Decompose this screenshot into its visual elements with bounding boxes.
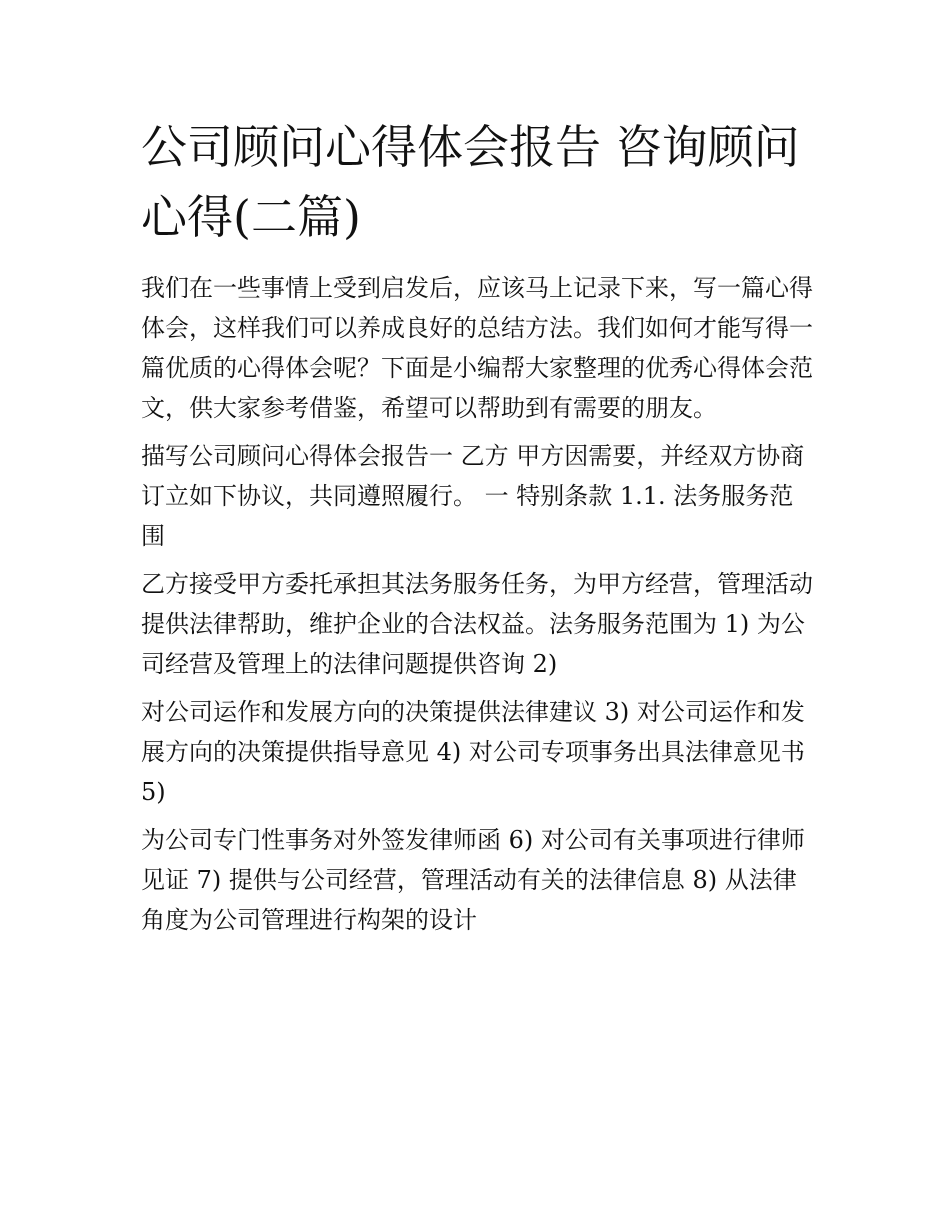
- document-body: [141, 112, 817, 940]
- paragraph-intro: 我们在一些事情上受到启发后，应该马上记录下来，写一篇心得体会，这样我们可以养成良好的总结方法。我们如何才能写得一篇优质的心得体会呢？下面是小编帮大家整理的优秀心得体会范文，供大家参考借鉴，希望可以帮助到有需要的朋友。: [141, 274, 813, 422]
- document-title: 公司顾问心得体会报告 咨询顾问心得(二篇): [141, 120, 800, 244]
- paragraph-advice: 对公司运作和发展方向的决策提供法律建议 3) 对公司运作和发展方向的决策提供指导意见 4) 对公司专项事务出具法律意见书 5): [141, 698, 805, 806]
- paragraph-agreement: 描写公司顾问心得体会报告一 乙方 甲方因需要，并经双方协商订立如下协议，共同遵照履行。 一 特别条款 1.1. 法务服务范围: [141, 442, 805, 550]
- paragraph-services: 为公司专门性事务对外签发律师函 6) 对公司有关事项进行律师见证 7) 提供与公司经营，管理活动有关的法律信息 8) 从法律角度为公司管理进行构架的设计: [141, 826, 805, 934]
- paragraph-scope: 乙方接受甲方委托承担其法务服务任务，为甲方经营，管理活动提供法律帮助，维护企业的合法权益。法务服务范围为 1) 为公司经营及管理上的法律问题提供咨询 2): [141, 570, 813, 678]
